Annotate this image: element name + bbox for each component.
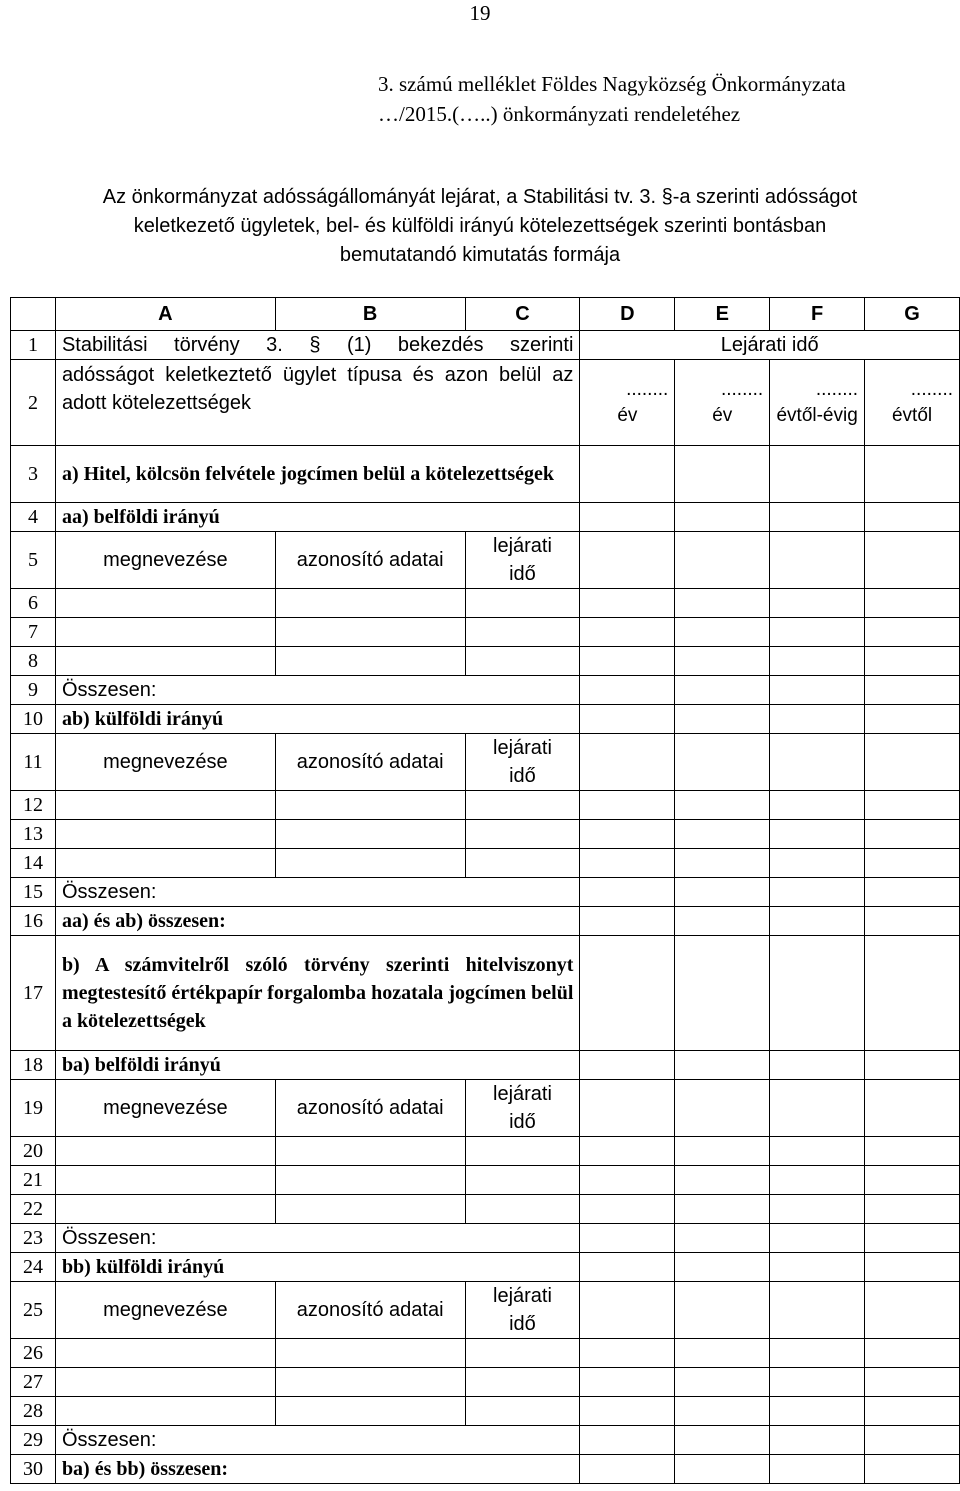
dots: ........ — [720, 378, 764, 400]
row-1-label: Stabilitási törvény 3. § (1) bekezdés szerinti — [55, 331, 579, 360]
document-title — [10, 183, 950, 270]
table-row — [11, 1426, 960, 1455]
table-row — [11, 1080, 960, 1137]
row-number: 18 — [11, 1051, 56, 1080]
year-label: év — [712, 404, 733, 426]
from-label: évtől — [891, 404, 933, 426]
maturity-column-label: lejárati idő — [465, 1080, 580, 1137]
empty-cell — [580, 532, 675, 589]
row-number: 26 — [11, 1339, 56, 1368]
id-column-label: azonosító adatai — [275, 1080, 465, 1137]
year-col-g — [865, 360, 960, 446]
row-number: 10 — [11, 705, 56, 734]
maturity-column-label: lejárati idő — [465, 734, 580, 791]
row-number: 5 — [11, 532, 56, 589]
section-ba-label: ba) belföldi irányú — [55, 1051, 579, 1080]
table-row — [11, 936, 960, 1051]
row-number: 20 — [11, 1137, 56, 1166]
empty-cell — [675, 532, 770, 589]
row-number: 30 — [11, 1455, 56, 1484]
row-number: 27 — [11, 1368, 56, 1397]
empty-cell — [675, 503, 770, 532]
total-label: Összesen: — [55, 878, 579, 907]
annex-reference — [378, 69, 948, 129]
row-number: 15 — [11, 878, 56, 907]
from-to-label: évtől-évig — [776, 404, 858, 426]
name-column-label: megnevezése — [55, 734, 275, 791]
table-row — [11, 1339, 960, 1368]
row-number: 14 — [11, 849, 56, 878]
annex-line-2: …/2015.(…..) önkormányzati rendeletéhez — [378, 102, 741, 126]
section-ab-label: ab) külföldi irányú — [55, 705, 579, 734]
table-row — [11, 1397, 960, 1426]
maturity-column-label: lejárati idő — [465, 1282, 580, 1339]
empty-cell — [865, 503, 960, 532]
dots: ........ — [910, 378, 953, 400]
table-row — [11, 589, 960, 618]
table-row — [11, 331, 960, 360]
table-row — [11, 705, 960, 734]
row-number: 12 — [11, 791, 56, 820]
table-row — [11, 1166, 960, 1195]
empty-cell — [580, 446, 675, 503]
maturity-column-label: lejárati idő — [465, 532, 580, 589]
total-label: Összesen: — [55, 1426, 579, 1455]
row-number: 16 — [11, 907, 56, 936]
row-number: 24 — [11, 1253, 56, 1282]
id-column-label: azonosító adatai — [275, 1282, 465, 1339]
table-row — [11, 878, 960, 907]
row-number: 22 — [11, 1195, 56, 1224]
row-number: 1 — [11, 331, 56, 360]
table-row — [11, 849, 960, 878]
empty-cell — [865, 532, 960, 589]
maturity-header: Lejárati idő — [580, 331, 960, 360]
column-header-b: B — [275, 298, 465, 331]
table-row — [11, 503, 960, 532]
title-line-1: Az önkormányzat adósságállományát lejárat, a Stabilitási tv. 3. §-a szerinti adósságot — [102, 186, 858, 208]
dots: ........ — [815, 378, 859, 400]
name-column-label: megnevezése — [55, 1282, 275, 1339]
table-row — [11, 1051, 960, 1080]
row-number: 8 — [11, 647, 56, 676]
name-column-label: megnevezése — [55, 532, 275, 589]
year-label: év — [617, 404, 638, 426]
row-number: 3 — [11, 446, 56, 503]
title-line-3: bemutatandó kimutatás formája — [339, 244, 621, 266]
row-number: 4 — [11, 503, 56, 532]
id-column-label: azonosító adatai — [275, 532, 465, 589]
row-number: 17 — [11, 936, 56, 1051]
table-row — [11, 1224, 960, 1253]
table-row — [11, 1253, 960, 1282]
row-number: 7 — [11, 618, 56, 647]
table-row — [11, 791, 960, 820]
row-number: 23 — [11, 1224, 56, 1253]
column-header-f: F — [770, 298, 865, 331]
section-b-label: b) A számvitelről szóló törvény szerinti hitelviszonyt megtestesítő értékpapír forgalomba hozatala jogcímen belül a kötelezettségek — [55, 936, 579, 1051]
table-row — [11, 734, 960, 791]
dots: ........ — [626, 378, 669, 400]
table-row — [11, 907, 960, 936]
row-number: 29 — [11, 1426, 56, 1455]
column-header-row — [11, 298, 960, 331]
year-col-d — [580, 360, 675, 446]
column-header-g: G — [865, 298, 960, 331]
table-row — [11, 1368, 960, 1397]
name-column-label: megnevezése — [55, 1080, 275, 1137]
column-header-e: E — [675, 298, 770, 331]
table-row — [11, 360, 960, 446]
empty-cell — [770, 446, 865, 503]
row-number: 28 — [11, 1397, 56, 1426]
empty-cell — [770, 503, 865, 532]
sum-ba-bb-label: ba) és bb) összesen: — [55, 1455, 579, 1484]
column-header-d: D — [580, 298, 675, 331]
empty-cell — [770, 532, 865, 589]
column-header-c: C — [465, 298, 580, 331]
table-row — [11, 446, 960, 503]
row-number: 19 — [11, 1080, 56, 1137]
row-number: 13 — [11, 820, 56, 849]
year-col-f — [770, 360, 865, 446]
row-number: 21 — [11, 1166, 56, 1195]
row-number: 2 — [11, 360, 56, 446]
debt-table — [10, 297, 960, 1484]
column-header-a: A — [55, 298, 275, 331]
section-a-label: a) Hitel, kölcsön felvétele jogcímen belül a kötelezettségek — [55, 446, 579, 503]
title-line-2: keletkezető ügyletek, bel- és külföldi irányú kötelezettségek szerinti bontásban — [133, 215, 827, 237]
table-row — [11, 1137, 960, 1166]
section-bb-label: bb) külföldi irányú — [55, 1253, 579, 1282]
table-row — [11, 1282, 960, 1339]
table-row — [11, 676, 960, 705]
page-number: 19 — [469, 1, 491, 25]
table-row — [11, 1195, 960, 1224]
sum-aa-ab-label: aa) és ab) összesen: — [55, 907, 579, 936]
row-number: 25 — [11, 1282, 56, 1339]
row-2-label: adósságot keletkeztető ügylet típusa és azon belül az adott kötelezettségek — [55, 360, 579, 446]
row-number: 11 — [11, 734, 56, 791]
table-row — [11, 532, 960, 589]
year-col-e — [675, 360, 770, 446]
id-column-label: azonosító adatai — [275, 734, 465, 791]
table-row — [11, 1455, 960, 1484]
table-row — [11, 820, 960, 849]
corner-cell — [11, 298, 56, 331]
total-label: Összesen: — [55, 676, 579, 705]
row-number: 9 — [11, 676, 56, 705]
row-number: 6 — [11, 589, 56, 618]
total-label: Összesen: — [55, 1224, 579, 1253]
empty-cell — [580, 503, 675, 532]
annex-line-1: 3. számú melléklet Földes Nagyközség Önkormányzata — [378, 72, 846, 96]
section-aa-label: aa) belföldi irányú — [55, 503, 579, 532]
empty-cell — [865, 446, 960, 503]
empty-cell — [675, 446, 770, 503]
table-row — [11, 647, 960, 676]
table-row — [11, 618, 960, 647]
